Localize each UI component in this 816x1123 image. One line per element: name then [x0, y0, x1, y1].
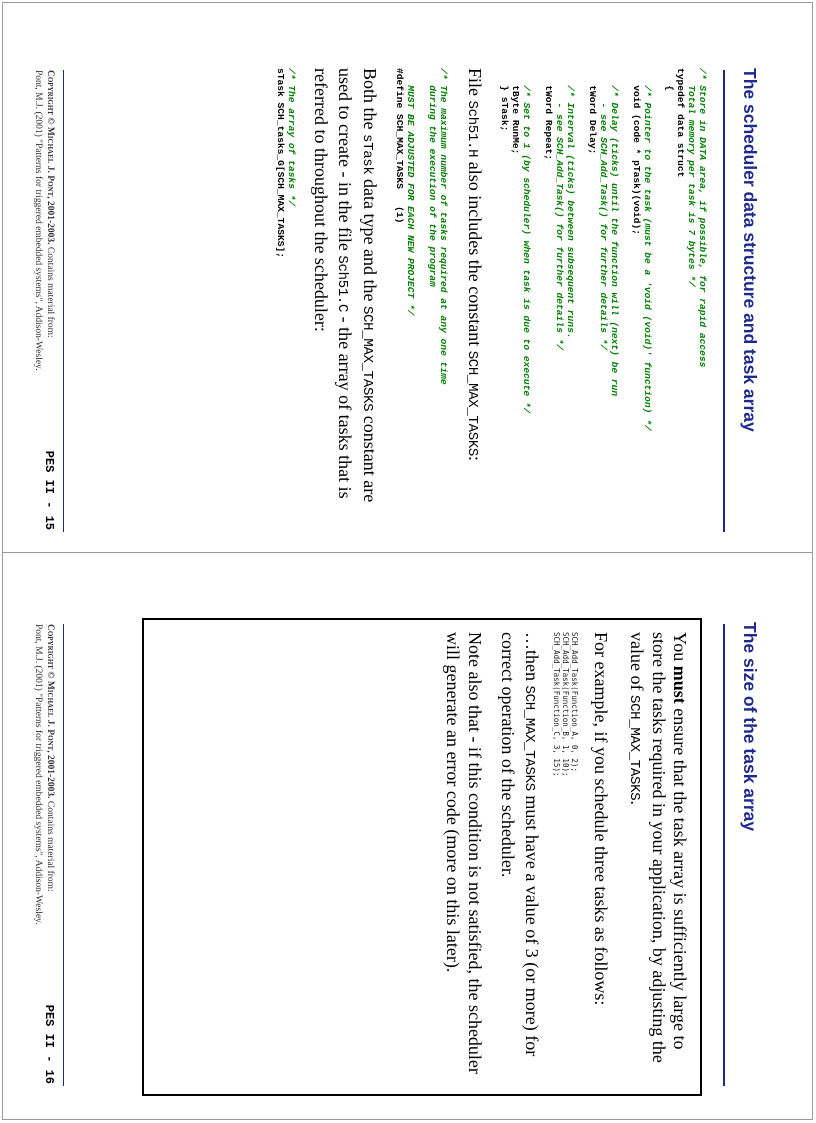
text-run: data type and the [359, 174, 380, 306]
file-name: Sch51.C [334, 255, 351, 313]
code-line: void (code * pTask)(void); [631, 68, 642, 235]
code-comment: /* Pointer to the task (must be a 'void (void)' function) */ [642, 68, 653, 431]
code-line: #define SCH_MAX_TASKS (1) [393, 68, 405, 224]
constant-name: SCH_MAX_TASKS [464, 350, 480, 457]
copyright-text: Copyright © Michael J. Pont, 2001-2003. [45, 624, 55, 799]
footer-rule [63, 624, 64, 1086]
content-box [142, 618, 702, 1096]
code-comment: /* The array of tasks */ [286, 68, 298, 207]
page-number: PES II - 16 [42, 1004, 56, 1084]
copyright-footer [32, 70, 55, 371]
code-line: tByte RunMe; } sTask; [499, 85, 521, 155]
text-run: : [465, 456, 485, 462]
copyright-text: Contains material from: [45, 244, 55, 338]
slide-title: The size of the task array [740, 622, 760, 832]
code-comment: /* Interval (ticks) between subsequent runs. - see SCH_Add_Task() for further details */ [554, 85, 576, 351]
slide-16-content [0, 562, 800, 1102]
footer-rule [63, 70, 64, 532]
emphasis-text: must [670, 665, 690, 704]
paragraph-note: Note also that - if this condition is not satisfied, the scheduler will generate an error code (more on this later). [443, 632, 485, 1074]
slide-body [275, 68, 708, 538]
struct-code-block [499, 68, 708, 538]
constant-name: SCH_MAX_TASKS [521, 685, 538, 791]
citation-text: Pont, M.J. (2001) "Patterns for triggered embedded systems", Addison-Wesley. [33, 70, 44, 371]
code-comment: /* Delay (ticks) until the function will (next) be run - see SCH_Add_Task() for further details */ [598, 85, 620, 397]
text-run: File [465, 68, 485, 101]
code-line: sTask SCH_tasks_G[SCH_MAX_TASKS]; [275, 68, 287, 258]
code-comment: /* Set to 1 (by scheduler) when task is due to execute */ [521, 68, 532, 414]
text-run: must have a value of 3 (or more) for correct operation of the scheduler. [497, 632, 543, 1057]
array-code-block [275, 68, 297, 538]
text-run: You [670, 632, 690, 666]
text-run: constant are used to create - in the file [335, 68, 380, 503]
text-run: . [627, 800, 648, 805]
text-run: …then [522, 632, 543, 686]
paragraph-task-array [309, 68, 379, 538]
constant-name: SCH_MAX_TASKS [626, 694, 643, 801]
page-number: PES II - 15 [42, 450, 56, 530]
code-comment: /* The maximum number of tasks required at any one time during the execution of the program MUST BE ADJUSTED FOR EACH NEW PROJECT */ [404, 68, 449, 385]
code-line: typedef data struct { [664, 68, 686, 178]
text-run: also includes the constant [465, 157, 485, 351]
code-line: tWord Delay; [587, 68, 598, 155]
title-rule [723, 70, 725, 532]
text-run: ensure that the task array is sufficiently large to store the tasks required in your application, by adjusting the value of [627, 632, 690, 1063]
paragraph-constant [461, 68, 485, 538]
citation-text: Pont, M.J. (2001) "Patterns for triggered embedded systems", Addison-Wesley. [33, 624, 44, 925]
type-name: sTask [358, 134, 375, 175]
slide-title: The scheduler data structure and task array [740, 68, 760, 432]
constant-name: SCH_MAX_TASKS [358, 305, 375, 412]
copyright-text: Contains material from: [45, 798, 55, 892]
paragraph-then [497, 632, 543, 1082]
code-line: tWord Repeat; [543, 68, 554, 161]
title-rule [723, 624, 725, 1086]
text-run: - the array of tasks that is referred to throughout the scheduler: [310, 68, 356, 499]
slide-16 [0, 562, 816, 1102]
code-comment: /* Store in DATA area, if possible, for rapid access Total memory per task is 7 bytes */ [686, 68, 708, 368]
paragraph-example: For example, if you schedule three tasks as follows: [590, 632, 611, 1006]
slide-divider [2, 552, 813, 553]
slide-15-content [0, 8, 800, 548]
paragraph-must [623, 632, 690, 1082]
slide-15 [0, 8, 816, 548]
file-name: Sch51.H [464, 100, 480, 158]
text-run: Both the [359, 68, 380, 134]
define-code-block [394, 68, 449, 538]
add-task-code-block: SCH_Add_Task(Function_A, 0, 2); SCH_Add_Task(Function_B, 1, 10); SCH_Add_Task(Function_C, 3, 15); [552, 632, 580, 777]
copyright-text: Copyright © Michael J. Pont, 2001-2003. [45, 70, 55, 245]
copyright-footer [32, 624, 55, 925]
